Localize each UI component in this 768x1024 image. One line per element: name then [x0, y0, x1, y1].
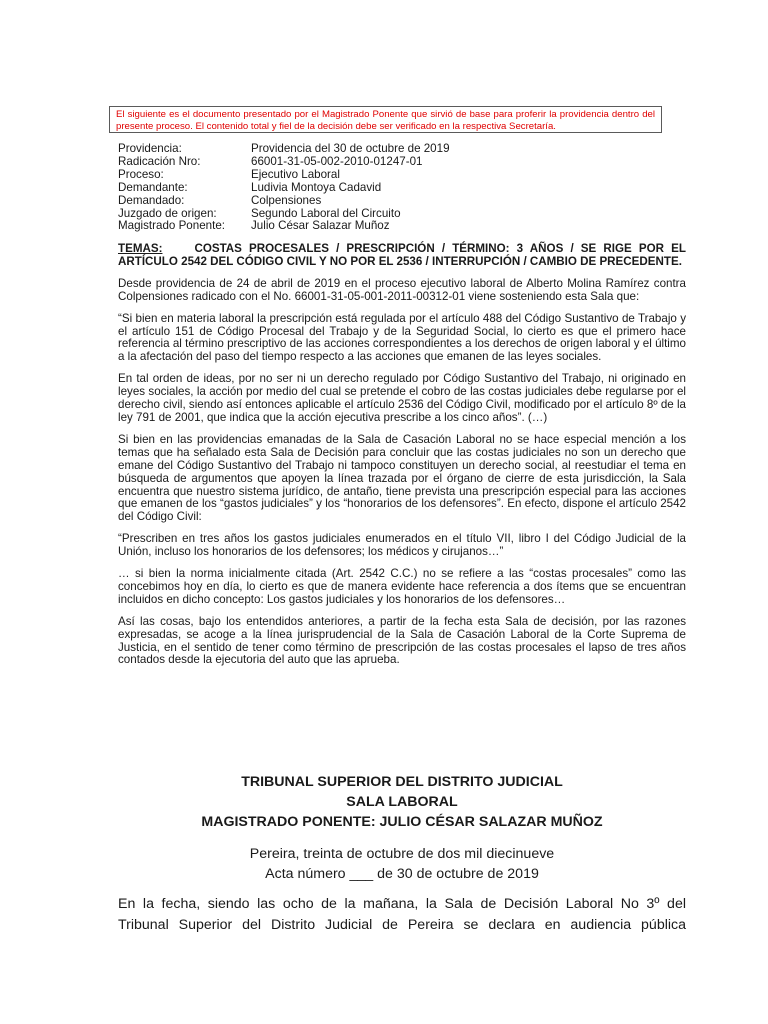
- opening-line: En la fecha, siendo las ocho de la mañana, la Sala de Decisión Laboral No 3º del: [118, 896, 686, 912]
- meta-value: Julio César Salazar Muñoz: [251, 219, 390, 233]
- magistrate-line: MAGISTRADO PONENTE: JULIO CÉSAR SALAZAR MUÑOZ: [201, 814, 603, 830]
- meta-key: Providencia:: [118, 142, 182, 155]
- body-paragraph: “Prescriben en tres años los gastos judiciales enumerados en el título VII, libro I del Código Judicial de la Unión, incluso los honorarios de los defensores; los médicos y cirujanos…”: [118, 532, 686, 559]
- meta-value: 66001-31-05-002-2010-01247-01: [251, 154, 423, 168]
- body-paragraph: Así las cosas, bajo los entendidos anteriores, a partir de la fecha esta Sala de decisión, por las razones expresadas, se acoge a la línea jurisprudencial de la Sala de Casación Laboral de la Corte Suprema de Justicia, en el sentido de tener como término de prescripción de las costas procesales el lapso de tres años contados desde la ejecutoria del auto que las aprueba.: [118, 614, 686, 667]
- meta-value: Segundo Laboral del Circuito: [251, 206, 401, 220]
- temas-heading: [118, 243, 686, 269]
- meta-row: [118, 156, 450, 169]
- case-metadata: [118, 143, 450, 233]
- meta-key: Demandante:: [118, 180, 188, 194]
- body-paragraph: En tal orden de ideas, por no ser ni un derecho regulado por Código Sustantivo del Trabajo, ni originado en leyes sociales, la acción por medio del cual se pretende el cobro de las costas judiciales debe regularse por el derecho civil, siendo así entonces aplicable el artículo 2536 del Código Civil, modificado por el artículo 8º de la ley 791 de 2001, que indica que la acción ejecutiva prescribe a los cinco años”. (…): [118, 372, 686, 424]
- place-date: [118, 844, 686, 884]
- meta-value: Colpensiones: [251, 193, 322, 207]
- acta-line: Acta número ___ de 30 de octubre de 2019: [265, 866, 539, 882]
- meta-row: [118, 220, 450, 233]
- body-paragraph: Si bien en las providencias emanadas de la Sala de Casación Laboral no se hace especial mención a los temas que ha señalado esta Sala de Decisión para concluir que las costas judiciales no son un derecho que emane del Código Sustantivo del Trabajo ni tampoco constituyen un derecho social, al reestudiar el tema en búsqueda de argumentos que apoyen la línea trazada por el órgano de cierre de esta jurisdicción, la Sala encuentra que nuestro sistema jurídico, de antaño, tiene prevista una prescripción especial para las acciones que emanen de los “gastos judiciales” y los “honorarios de los defensores”. En efecto, dispone el artículo 2542 del Código Civil:: [118, 432, 686, 524]
- meta-key: Radicación Nro:: [118, 154, 201, 168]
- meta-key: Demandado:: [118, 193, 185, 207]
- opening-line: Tribunal Superior del Distrito Judicial de Pereira se declara en audiencia pública: [118, 917, 686, 933]
- meta-value: Providencia del 30 de octubre de 2019: [251, 142, 450, 155]
- temas-text: COSTAS PROCESALES / PRESCRIPCIÓN / TÉRMINO: 3 AÑOS / SE RIGE POR EL ARTÍCULO 2542 DEL CÓDIGO CIVIL Y NO POR EL 2536 / INTERRUPCIÓN / CAMBIO DE PRECEDENTE.: [118, 242, 686, 268]
- temas-label: TEMAS:: [118, 242, 163, 255]
- opening-paragraph: [118, 894, 686, 936]
- meta-key: Juzgado de origen:: [118, 206, 217, 220]
- place-date-line: Pereira, treinta de octubre de dos mil diecinueve: [249, 846, 555, 862]
- meta-row: [118, 143, 450, 156]
- meta-key: Magistrado Ponente:: [118, 219, 225, 233]
- court-header: [118, 772, 686, 832]
- meta-value: Ludivia Montoya Cadavid: [251, 180, 382, 194]
- document-body: [118, 243, 686, 676]
- court-name: TRIBUNAL SUPERIOR DEL DISTRITO JUDICIAL: [241, 774, 563, 790]
- body-paragraph: … si bien la norma inicialmente citada (Art. 2542 C.C.) no se refiere a las “costas procesales” como las concebimos hoy en día, lo cierto es que de manera evidente hace referencia a dos ítems que se encuentran incluidos en dicho concepto: Los gastos judiciales y los honorarios de los defensores…: [118, 567, 686, 606]
- body-paragraph: Desde providencia de 24 de abril de 2019 en el proceso ejecutivo laboral de Alberto Molina Ramírez contra Colpensiones radicado con el No. 66001-31-05-001-2011-00312-01 viene sosteniendo esta Sala que:: [118, 276, 686, 303]
- court-chamber: SALA LABORAL: [346, 794, 458, 810]
- body-paragraph: “Si bien en materia laboral la prescripción está regulada por el artículo 488 del Código Sustantivo de Trabajo y el artículo 151 de Código Procesal del Trabajo y de la Seguridad Social, lo cierto es que el primero hace referencia al término prescriptivo de las acciones correspondientes a los derechos de origen laboral y el último a la afectación del paso del tiempo respecto a las acciones que emanen de las leyes sociales.: [118, 311, 686, 364]
- meta-row: [118, 169, 450, 182]
- verification-notice: El siguiente es el documento presentado por el Magistrado Ponente que sirvió de base para proferir la providencia dentro del presente proceso. El contenido total y fiel de la decisión debe ser verificado en la respectiva Secretaría.: [109, 106, 662, 133]
- meta-row: [118, 195, 450, 208]
- meta-row: [118, 182, 450, 195]
- meta-value: Ejecutivo Laboral: [251, 167, 340, 181]
- meta-key: Proceso:: [118, 167, 164, 181]
